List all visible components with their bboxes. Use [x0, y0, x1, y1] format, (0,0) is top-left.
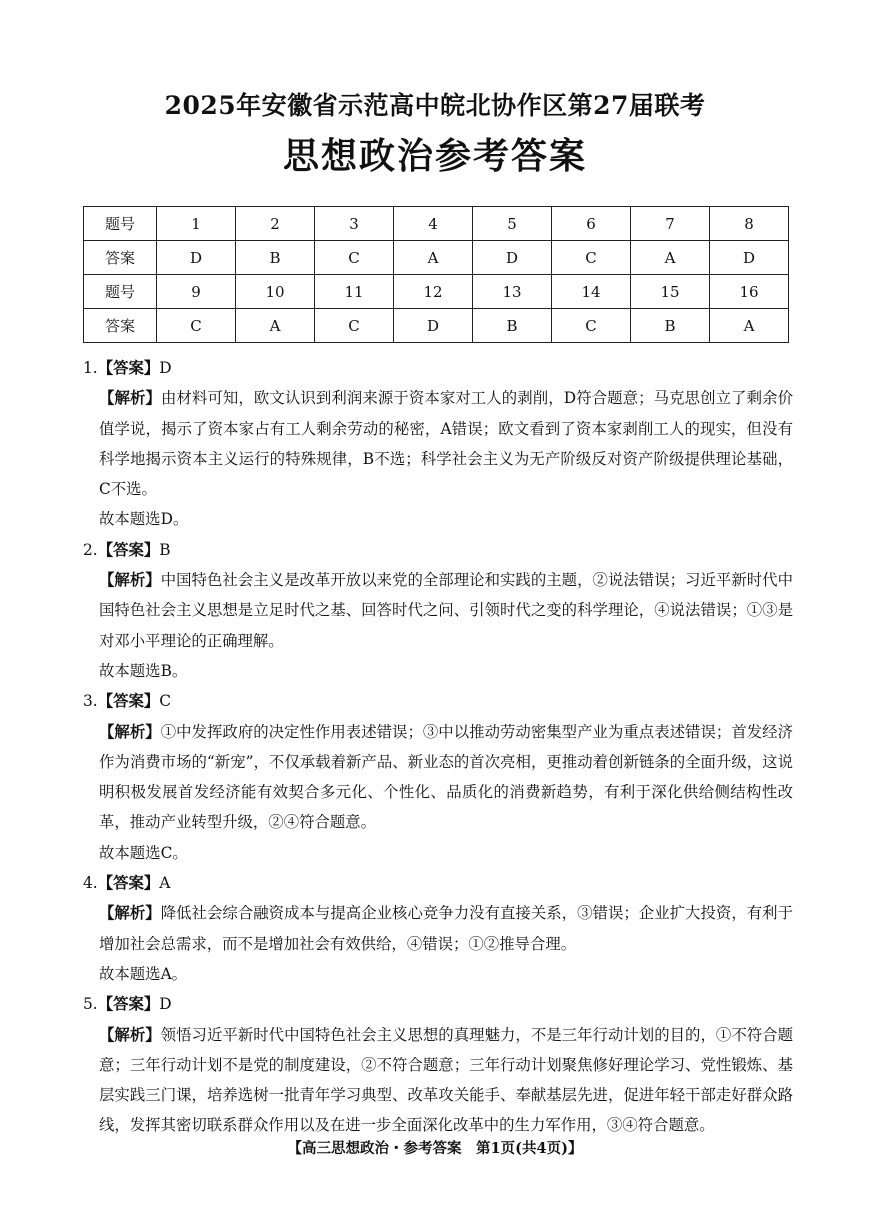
row-label: 题号	[84, 207, 157, 241]
conclusion-text: 故本题选C。	[99, 843, 188, 862]
question-block-5	[83, 989, 793, 1140]
answer-line	[83, 868, 793, 898]
table-cell: A	[394, 241, 473, 275]
table-cell: D	[710, 241, 789, 275]
exam-title: 2025年安徽省示范高中皖北协作区第27届联考	[164, 91, 706, 120]
table-cell: A	[631, 241, 710, 275]
table-cell: 8	[710, 207, 789, 241]
conclusion-text: 故本题选D。	[99, 510, 189, 529]
table-cell: 4	[394, 207, 473, 241]
table-row	[84, 275, 789, 309]
explanation-body: 由材料可知，欧文认识到利润来源于资本家对工人的剥削，D符合题意；马克思创立了剩余价值学说，揭示了资本家占有工人剩余劳动的秘密，A错误；欧文看到了资本家剥削工人的现实，但没有科学地揭示资本主义运行的特殊规律，B不选；科学社会主义为无产阶级反对资产阶级提供理论基础，C不选。	[99, 389, 793, 499]
explanation-text	[83, 565, 793, 656]
table-cell: D	[394, 309, 473, 343]
answer-tag: 【答案】	[97, 540, 160, 559]
table-cell: 9	[157, 275, 236, 309]
question-number: 1.	[83, 359, 98, 377]
question-number: 4.	[83, 874, 98, 893]
explanation-body: ①中发挥政府的决定性作用表述错误；③中以推动劳动密集型产业为重点表述错误；首发经济作为消费市场的“新宠”，不仅承载着新产品、新业态的首次亮相，更推动着创新链条的全面升级，这说明积极发展首发经济能有效契合多元化、个性化、品质化的消费新趋势，有利于深化供给侧结构性改革，推动产业转型升级，②④符合题意。	[99, 722, 793, 832]
answer-value: D	[159, 995, 172, 1014]
table-cell: 12	[394, 275, 473, 309]
conclusion-text: 故本题选A。	[99, 964, 188, 983]
table-cell: 16	[710, 275, 789, 309]
table-cell: 11	[315, 275, 394, 309]
question-block-3	[83, 686, 793, 868]
answer-tag: 【答案】	[97, 359, 160, 377]
table-cell: 14	[552, 275, 631, 309]
table-cell: C	[315, 241, 394, 275]
explanation-body: 中国特色社会主义是改革开放以来党的全部理论和实践的主题，②说法错误；习近平新时代中国特色社会主义思想是立足时代之基、回答时代之问、引领时代之变的科学理论，④说法错误；①③是对邓小平理论的正确理解。	[99, 571, 793, 650]
table-cell: 5	[473, 207, 552, 241]
answer-line	[83, 686, 793, 716]
answer-tag: 【答案】	[97, 874, 160, 893]
table-cell: C	[157, 309, 236, 343]
explanation-tag: 【解析】	[99, 389, 161, 408]
table-cell: A	[236, 309, 315, 343]
explanation-text	[83, 898, 793, 959]
row-label: 答案	[84, 241, 157, 275]
table-cell: 1	[157, 207, 236, 241]
question-block-4	[83, 868, 793, 989]
table-cell: D	[157, 241, 236, 275]
table-cell: 6	[552, 207, 631, 241]
table-cell: 10	[236, 275, 315, 309]
explanation-body: 降低社会综合融资成本与提高企业核心竞争力没有直接关系，③错误；企业扩大投资，有利于增加社会总需求，而不是增加社会有效供给，④错误；①②推导合理。	[99, 904, 793, 953]
question-number: 5.	[83, 995, 98, 1014]
row-label: 题号	[84, 275, 157, 309]
answer-tag: 【答案】	[97, 995, 160, 1014]
answer-line	[83, 353, 793, 383]
answer-value: D	[159, 359, 172, 377]
answer-explanations	[83, 353, 793, 1141]
table-cell: D	[473, 241, 552, 275]
row-label: 答案	[84, 309, 157, 343]
explanation-body: 领悟习近平新时代中国特色社会主义思想的真理魅力，不是三年行动计划的目的，①不符合题意；三年行动计划不是党的制度建设，②不符合题意；三年行动计划聚焦修好理论学习、党性锻炼、基层实践三门课，培养选树一批青年学习典型、改革攻关能手、奉献基层先进，促进年轻干部走好群众路线，发挥其密切联系群众作用以及在进一步全面深化改革中的生力军作用，③④符合题意。	[99, 1025, 793, 1135]
table-cell: 7	[631, 207, 710, 241]
page-footer: 【高三思想政治・参考答案 第1页(共4页)】	[287, 1140, 583, 1157]
answer-value: A	[159, 874, 171, 893]
answer-line	[83, 535, 793, 565]
table-cell: 13	[473, 275, 552, 309]
explanation-text	[83, 383, 793, 504]
table-cell: 3	[315, 207, 394, 241]
explanation-tag: 【解析】	[99, 1025, 161, 1044]
table-cell: C	[315, 309, 394, 343]
answer-table	[83, 206, 789, 343]
answer-tag: 【答案】	[97, 692, 160, 711]
table-cell: B	[631, 309, 710, 343]
explanation-tag: 【解析】	[99, 722, 161, 741]
explanation-tag: 【解析】	[99, 904, 161, 923]
answer-line	[83, 989, 793, 1019]
answer-value: C	[159, 692, 172, 711]
table-row	[84, 309, 789, 343]
table-cell: B	[473, 309, 552, 343]
table-row	[84, 207, 789, 241]
table-cell: B	[236, 241, 315, 275]
question-block-1	[83, 353, 793, 535]
table-cell: C	[552, 241, 631, 275]
explanation-text	[83, 1020, 793, 1141]
table-row	[84, 241, 789, 275]
subject-title: 思想政治参考答案	[282, 135, 587, 177]
question-block-2	[83, 535, 793, 686]
question-number: 2.	[83, 540, 98, 559]
explanation-tag: 【解析】	[99, 571, 161, 590]
answer-value: B	[159, 540, 171, 559]
table-cell: C	[552, 309, 631, 343]
table-cell: 15	[631, 275, 710, 309]
table-cell: 2	[236, 207, 315, 241]
conclusion-text: 故本题选B。	[99, 661, 188, 680]
question-number: 3.	[83, 692, 98, 711]
explanation-text	[83, 717, 793, 838]
table-cell: A	[710, 309, 789, 343]
